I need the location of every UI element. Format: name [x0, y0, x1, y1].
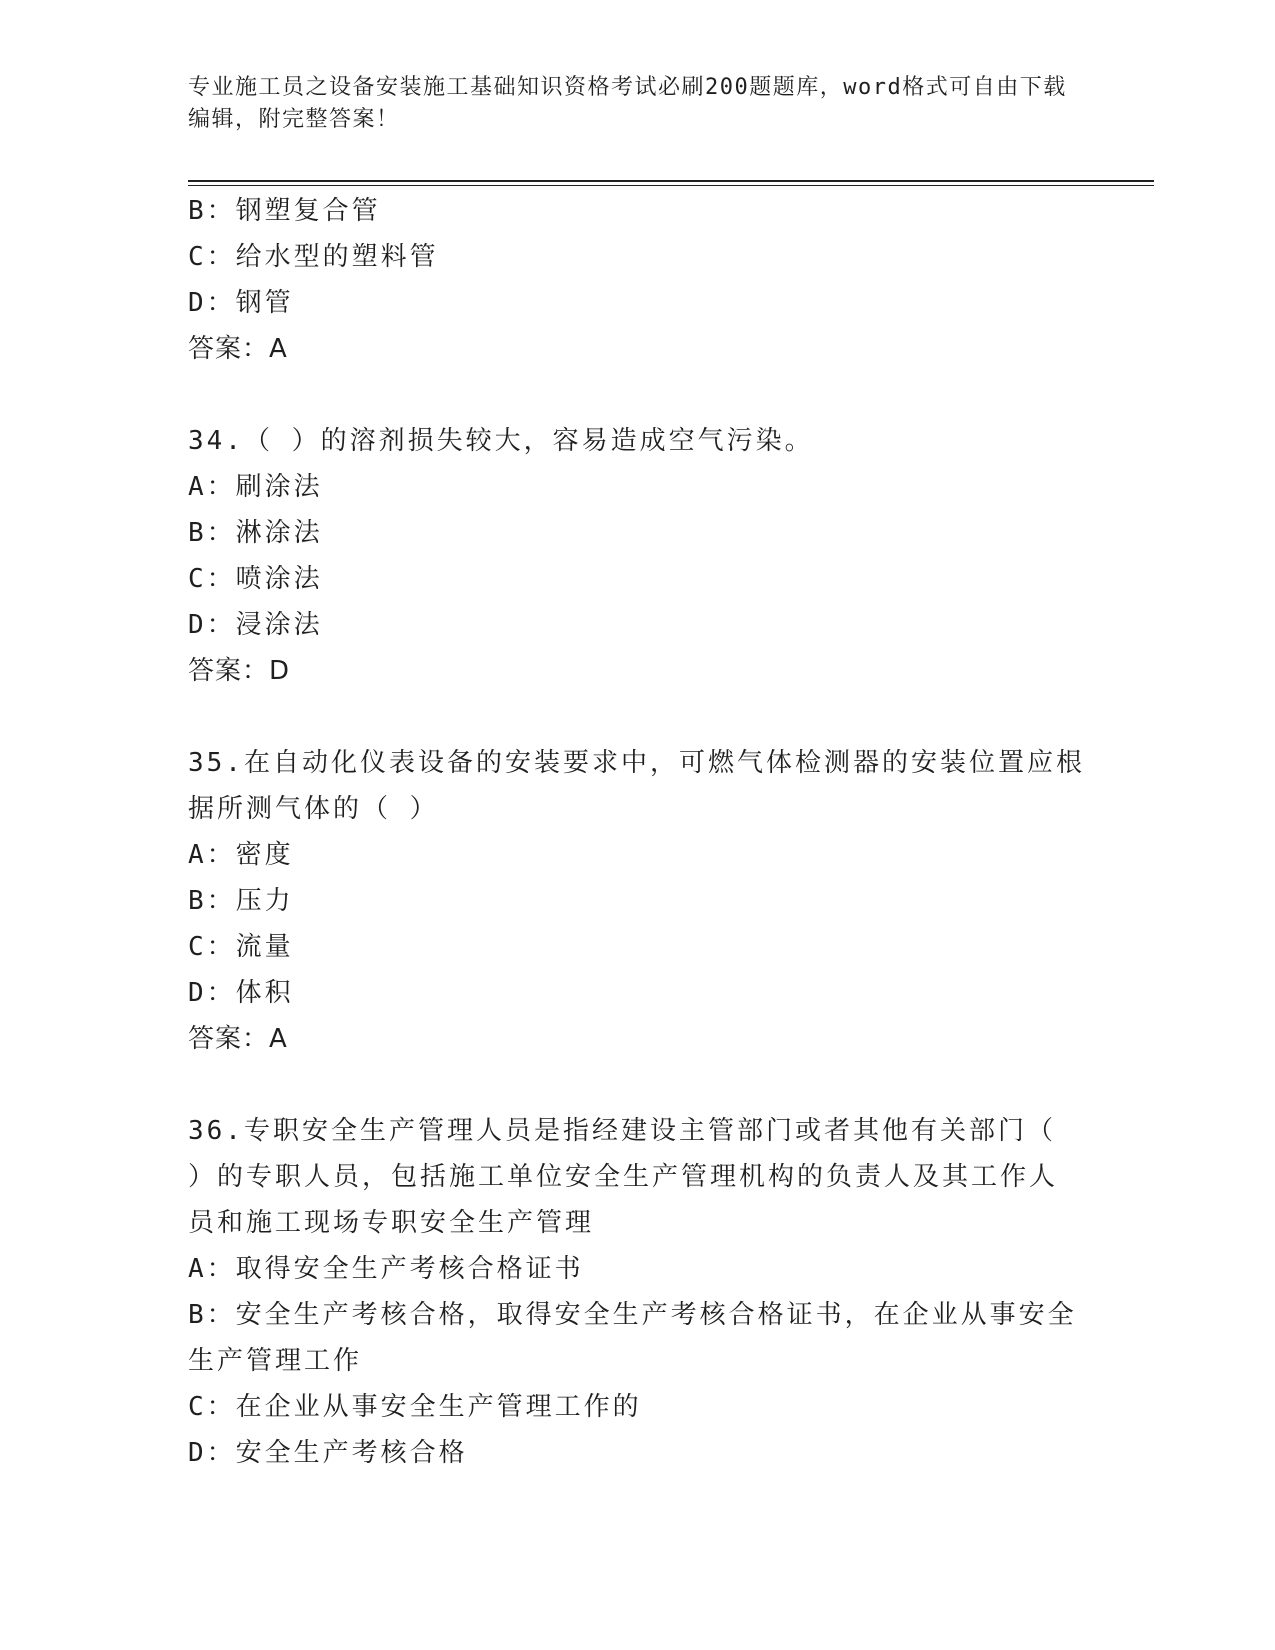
header-divider-thin [188, 185, 1154, 186]
question-stem-line-2: ）的专职人员，包括施工单位安全生产管理机构的负责人及其工作人 [188, 1162, 1059, 1192]
option-a: A：密度 [188, 840, 294, 870]
option-c: C：喷涂法 [188, 564, 323, 594]
option-d: D：浸涂法 [188, 610, 323, 640]
option-d: D：钢管 [188, 288, 294, 318]
option-b: B：压力 [188, 886, 294, 916]
option-c: C：流量 [188, 932, 294, 962]
question-gap [188, 694, 1088, 740]
document-header: 专业施工员之设备安装施工基础知识资格考试必刷200题题库，word格式可自由下载编辑，附完整答案！ [188, 75, 1067, 132]
question-36 [188, 1108, 1088, 1476]
option-c: C：给水型的塑料管 [188, 242, 439, 272]
option-a: A：取得安全生产考核合格证书 [188, 1254, 584, 1284]
header-divider [188, 180, 1154, 182]
option-c: C：在企业从事安全生产管理工作的 [188, 1392, 642, 1422]
option-a: A：刷涂法 [188, 472, 323, 502]
question-content [188, 188, 1088, 1476]
option-b: B：安全生产考核合格，取得安全生产考核合格证书，在企业从事安全 [188, 1300, 1077, 1330]
question-stem: 34.（ ）的溶剂损失较大，容易造成空气污染。 [188, 426, 814, 456]
question-stem-line-1: 36.专职安全生产管理人员是指经建设主管部门或者其他有关部门（ [188, 1116, 1056, 1146]
answer: 答案：A [188, 334, 288, 364]
option-b-continued: 生产管理工作 [188, 1346, 363, 1376]
question-35 [188, 740, 1088, 1062]
question-gap [188, 372, 1088, 418]
question-34 [188, 418, 1088, 694]
answer: 答案：D [188, 656, 291, 686]
option-b: B：钢塑复合管 [188, 196, 381, 226]
question-stem-line-1: 35.在自动化仪表设备的安装要求中，可燃气体检测器的安装位置应根 [188, 748, 1085, 778]
option-b: B：淋涂法 [188, 518, 323, 548]
question-gap [188, 1062, 1088, 1108]
question-stem-line-2: 据所测气体的（ ） [188, 794, 439, 824]
question-stem-line-3: 员和施工现场专职安全生产管理 [188, 1208, 595, 1238]
question-33-continuation [188, 188, 1088, 372]
option-d: D：体积 [188, 978, 294, 1008]
option-d: D：安全生产考核合格 [188, 1438, 468, 1468]
answer: 答案：A [188, 1024, 288, 1054]
